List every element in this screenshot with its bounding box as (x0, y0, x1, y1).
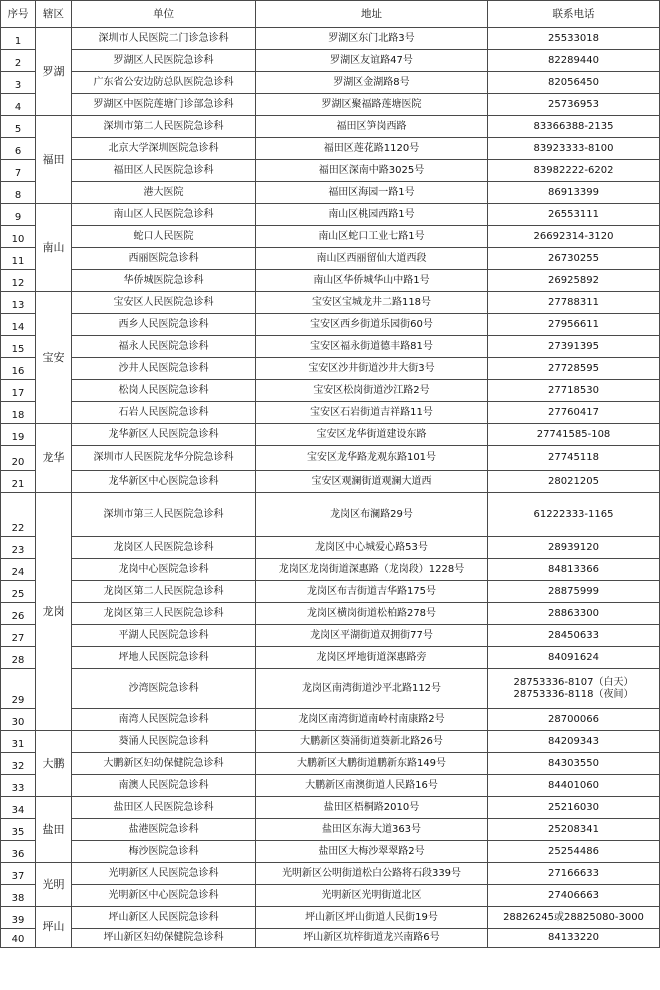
col-header-unit: 单位 (72, 1, 256, 28)
phone-cell: 25208341 (488, 819, 660, 841)
unit-cell: 深圳市第三人民医院急诊科 (72, 493, 256, 537)
table-row (1, 863, 660, 885)
table-row (1, 336, 660, 358)
table-row (1, 929, 660, 948)
phone-cell: 28875999 (488, 581, 660, 603)
address-cell: 福田区海园一路1号 (256, 182, 488, 204)
address-cell: 盐田区大梅沙翠翠路2号 (256, 841, 488, 863)
phone-cell: 27745118 (488, 446, 660, 471)
district-cell: 宝安 (36, 292, 72, 424)
table-row (1, 446, 660, 471)
address-cell: 罗湖区东门北路3号 (256, 28, 488, 50)
seq-cell: 18 (1, 402, 36, 424)
seq-cell: 10 (1, 226, 36, 248)
phone-cell: 28863300 (488, 603, 660, 625)
unit-cell: 北京大学深圳医院急诊科 (72, 138, 256, 160)
table-row (1, 493, 660, 537)
phone-cell: 25254486 (488, 841, 660, 863)
table-row (1, 537, 660, 559)
seq-cell: 14 (1, 314, 36, 336)
unit-cell: 龙岗区第三人民医院急诊科 (72, 603, 256, 625)
phone-cell: 82289440 (488, 50, 660, 72)
unit-cell: 龙岗区第二人民医院急诊科 (72, 581, 256, 603)
address-cell: 坪山新区坑梓街道龙兴南路6号 (256, 929, 488, 948)
seq-cell: 20 (1, 446, 36, 471)
unit-cell: 港大医院 (72, 182, 256, 204)
col-header-address: 地址 (256, 1, 488, 28)
address-cell: 宝安区观澜街道观澜大道西 (256, 471, 488, 493)
phone-day: 28753336-8107（白天） (513, 676, 634, 688)
address-cell: 大鹏新区葵涌街道葵新北路26号 (256, 731, 488, 753)
table-row (1, 50, 660, 72)
address-cell: 龙岗区龙岗街道深惠路（龙岗段）1228号 (256, 559, 488, 581)
unit-cell: 西丽医院急诊科 (72, 248, 256, 270)
phone-cell: 27718530 (488, 380, 660, 402)
table-row (1, 819, 660, 841)
phone-cell: 82056450 (488, 72, 660, 94)
table-row (1, 292, 660, 314)
address-cell: 龙岗区坪地街道深惠路旁 (256, 647, 488, 669)
address-cell: 盐田区梧桐路2010号 (256, 797, 488, 819)
phone-cell: 27760417 (488, 402, 660, 424)
seq-cell: 11 (1, 248, 36, 270)
seq-cell: 19 (1, 424, 36, 446)
address-cell: 罗湖区友谊路47号 (256, 50, 488, 72)
address-cell: 盐田区东海大道363号 (256, 819, 488, 841)
phone-cell: 25533018 (488, 28, 660, 50)
table-row (1, 669, 660, 709)
seq-cell: 6 (1, 138, 36, 160)
unit-cell: 龙华新区人民医院急诊科 (72, 424, 256, 446)
seq-cell: 34 (1, 797, 36, 819)
address-cell: 宝安区沙井街道沙井大街3号 (256, 358, 488, 380)
phone-cell: 28450633 (488, 625, 660, 647)
unit-cell: 平湖人民医院急诊科 (72, 625, 256, 647)
address-cell: 龙岗区南湾街道沙平北路112号 (256, 669, 488, 709)
district-cell: 罗湖 (36, 28, 72, 116)
address-cell: 宝安区石岩街道吉祥路11号 (256, 402, 488, 424)
phone-cell: 61222333-1165 (488, 493, 660, 537)
unit-cell: 龙岗中心医院急诊科 (72, 559, 256, 581)
unit-cell: 龙岗区人民医院急诊科 (72, 537, 256, 559)
seq-cell: 24 (1, 559, 36, 581)
unit-cell: 坪地人民医院急诊科 (72, 647, 256, 669)
unit-cell: 深圳市人民医院二门诊急诊科 (72, 28, 256, 50)
table-row (1, 731, 660, 753)
address-cell: 龙岗区布澜路29号 (256, 493, 488, 537)
unit-cell: 南山区人民医院急诊科 (72, 204, 256, 226)
seq-cell: 9 (1, 204, 36, 226)
address-cell: 宝安区西乡街道乐园街60号 (256, 314, 488, 336)
table-row (1, 603, 660, 625)
table-row (1, 841, 660, 863)
address-cell: 南山区华侨城华山中路1号 (256, 270, 488, 292)
seq-cell: 12 (1, 270, 36, 292)
seq-cell: 38 (1, 885, 36, 907)
table-row (1, 797, 660, 819)
col-header-seq: 序号 (1, 1, 36, 28)
address-cell: 坪山新区坪山街道人民街19号 (256, 907, 488, 929)
phone-cell: 26553111 (488, 204, 660, 226)
address-cell: 南山区蛇口工业七路1号 (256, 226, 488, 248)
table-row (1, 559, 660, 581)
address-cell: 罗湖区聚福路莲塘医院 (256, 94, 488, 116)
seq-cell: 32 (1, 753, 36, 775)
table-row (1, 314, 660, 336)
phone-cell: 27391395 (488, 336, 660, 358)
header-row (1, 1, 660, 28)
phone-cell: 27166633 (488, 863, 660, 885)
address-cell: 宝安区福永街道德丰路81号 (256, 336, 488, 358)
table-row (1, 116, 660, 138)
unit-cell: 福永人民医院急诊科 (72, 336, 256, 358)
unit-cell: 华侨城医院急诊科 (72, 270, 256, 292)
seq-cell: 35 (1, 819, 36, 841)
phone-cell: 25736953 (488, 94, 660, 116)
district-cell: 光明 (36, 863, 72, 907)
unit-cell: 南湾人民医院急诊科 (72, 709, 256, 731)
seq-cell: 17 (1, 380, 36, 402)
seq-cell: 25 (1, 581, 36, 603)
seq-cell: 28 (1, 647, 36, 669)
unit-cell: 沙井人民医院急诊科 (72, 358, 256, 380)
district-cell: 龙岗 (36, 493, 72, 731)
seq-cell: 23 (1, 537, 36, 559)
table-row (1, 270, 660, 292)
table-row (1, 775, 660, 797)
phone-cell: 27956611 (488, 314, 660, 336)
seq-cell: 27 (1, 625, 36, 647)
seq-cell: 29 (1, 669, 36, 709)
table-row (1, 581, 660, 603)
unit-cell: 南澳人民医院急诊科 (72, 775, 256, 797)
address-cell: 大鹏新区南澳街道人民路16号 (256, 775, 488, 797)
table-row (1, 424, 660, 446)
district-cell: 坪山 (36, 907, 72, 948)
phone-cell: 83923333-8100 (488, 138, 660, 160)
address-cell: 宝安区龙华街道建设东路 (256, 424, 488, 446)
table-row (1, 647, 660, 669)
phone-cell: 26692314-3120 (488, 226, 660, 248)
table-row (1, 625, 660, 647)
phone-cell: 27788311 (488, 292, 660, 314)
phone-cell: 28939120 (488, 537, 660, 559)
unit-cell: 盐田区人民医院急诊科 (72, 797, 256, 819)
table-row (1, 204, 660, 226)
table-row (1, 28, 660, 50)
seq-cell: 7 (1, 160, 36, 182)
district-cell: 南山 (36, 204, 72, 292)
district-cell: 龙华 (36, 424, 72, 493)
seq-cell: 39 (1, 907, 36, 929)
address-cell: 南山区西丽留仙大道西段 (256, 248, 488, 270)
phone-cell: 84133220 (488, 929, 660, 948)
phone-cell: 84303550 (488, 753, 660, 775)
unit-cell: 罗湖区人民医院急诊科 (72, 50, 256, 72)
unit-cell: 西乡人民医院急诊科 (72, 314, 256, 336)
table-row (1, 358, 660, 380)
phone-cell: 83366388-2135 (488, 116, 660, 138)
phone-cell: 26925892 (488, 270, 660, 292)
seq-cell: 16 (1, 358, 36, 380)
unit-cell: 罗湖区中医院莲塘门诊部急诊科 (72, 94, 256, 116)
unit-cell: 坪山新区人民医院急诊科 (72, 907, 256, 929)
table-row (1, 709, 660, 731)
address-cell: 福田区莲花路1120号 (256, 138, 488, 160)
unit-cell: 福田区人民医院急诊科 (72, 160, 256, 182)
phone-cell: 86913399 (488, 182, 660, 204)
table-row (1, 380, 660, 402)
seq-cell: 40 (1, 929, 36, 948)
unit-cell: 宝安区人民医院急诊科 (72, 292, 256, 314)
seq-cell: 3 (1, 72, 36, 94)
address-cell: 龙岗区布吉街道吉华路175号 (256, 581, 488, 603)
seq-cell: 21 (1, 471, 36, 493)
address-cell: 宝安区松岗街道沙江路2号 (256, 380, 488, 402)
unit-cell: 广东省公安边防总队医院急诊科 (72, 72, 256, 94)
table-row (1, 907, 660, 929)
table-row (1, 753, 660, 775)
unit-cell: 石岩人民医院急诊科 (72, 402, 256, 424)
table-row (1, 72, 660, 94)
address-cell: 光明新区光明街道北区 (256, 885, 488, 907)
unit-cell: 盐港医院急诊科 (72, 819, 256, 841)
address-cell: 福田区笋岗西路 (256, 116, 488, 138)
address-cell: 大鹏新区大鹏街道鹏新东路149号 (256, 753, 488, 775)
district-cell: 福田 (36, 116, 72, 204)
phone-cell (488, 669, 660, 709)
unit-cell: 沙湾医院急诊科 (72, 669, 256, 709)
address-cell: 龙岗区中心城爱心路53号 (256, 537, 488, 559)
unit-cell: 松岗人民医院急诊科 (72, 380, 256, 402)
seq-cell: 13 (1, 292, 36, 314)
table-row (1, 138, 660, 160)
seq-cell: 15 (1, 336, 36, 358)
phone-cell: 26730255 (488, 248, 660, 270)
phone-cell: 84401060 (488, 775, 660, 797)
address-cell: 宝安区宝城龙井二路118号 (256, 292, 488, 314)
seq-cell: 31 (1, 731, 36, 753)
col-header-phone: 联系电话 (488, 1, 660, 28)
address-cell: 光明新区公明街道松白公路将石段339号 (256, 863, 488, 885)
phone-cell: 28021205 (488, 471, 660, 493)
seq-cell: 33 (1, 775, 36, 797)
address-cell: 罗湖区金湖路8号 (256, 72, 488, 94)
table-row (1, 182, 660, 204)
seq-cell: 26 (1, 603, 36, 625)
phone-cell: 83982222-6202 (488, 160, 660, 182)
address-cell: 龙岗区横岗街道松柏路278号 (256, 603, 488, 625)
unit-cell: 龙华新区中心医院急诊科 (72, 471, 256, 493)
seq-cell: 30 (1, 709, 36, 731)
phone-cell: 84813366 (488, 559, 660, 581)
table-row (1, 94, 660, 116)
address-cell: 南山区桃园西路1号 (256, 204, 488, 226)
phone-cell: 27741585-108 (488, 424, 660, 446)
phone-cell: 84209343 (488, 731, 660, 753)
col-header-district: 辖区 (36, 1, 72, 28)
table-row (1, 885, 660, 907)
phone-cell: 27728595 (488, 358, 660, 380)
seq-cell: 2 (1, 50, 36, 72)
phone-cell: 27406663 (488, 885, 660, 907)
address-cell: 龙岗区平湖街道双拥街77号 (256, 625, 488, 647)
unit-cell: 深圳市第二人民医院急诊科 (72, 116, 256, 138)
phone-cell: 28826245或28825080-3000 (488, 907, 660, 929)
seq-cell: 1 (1, 28, 36, 50)
unit-cell: 大鹏新区妇幼保健院急诊科 (72, 753, 256, 775)
seq-cell: 5 (1, 116, 36, 138)
unit-cell: 深圳市人民医院龙华分院急诊科 (72, 446, 256, 471)
seq-cell: 22 (1, 493, 36, 537)
address-cell: 福田区深南中路3025号 (256, 160, 488, 182)
seq-cell: 37 (1, 863, 36, 885)
seq-cell: 8 (1, 182, 36, 204)
district-cell: 盐田 (36, 797, 72, 863)
unit-cell: 光明新区中心医院急诊科 (72, 885, 256, 907)
table-row (1, 248, 660, 270)
phone-night: 28753336-8118（夜间） (513, 688, 634, 700)
phone-cell: 25216030 (488, 797, 660, 819)
unit-cell: 坪山新区妇幼保健院急诊科 (72, 929, 256, 948)
table-row (1, 471, 660, 493)
phone-cell: 84091624 (488, 647, 660, 669)
unit-cell: 葵涌人民医院急诊科 (72, 731, 256, 753)
unit-cell: 光明新区人民医院急诊科 (72, 863, 256, 885)
unit-cell: 蛇口人民医院 (72, 226, 256, 248)
table-row (1, 402, 660, 424)
seq-cell: 36 (1, 841, 36, 863)
phone-cell: 28700066 (488, 709, 660, 731)
address-cell: 宝安区龙华路龙观东路101号 (256, 446, 488, 471)
district-cell: 大鹏 (36, 731, 72, 797)
table-row (1, 226, 660, 248)
table-row (1, 160, 660, 182)
address-cell: 龙岗区南湾街道南岭村南康路2号 (256, 709, 488, 731)
seq-cell: 4 (1, 94, 36, 116)
unit-cell: 梅沙医院急诊科 (72, 841, 256, 863)
